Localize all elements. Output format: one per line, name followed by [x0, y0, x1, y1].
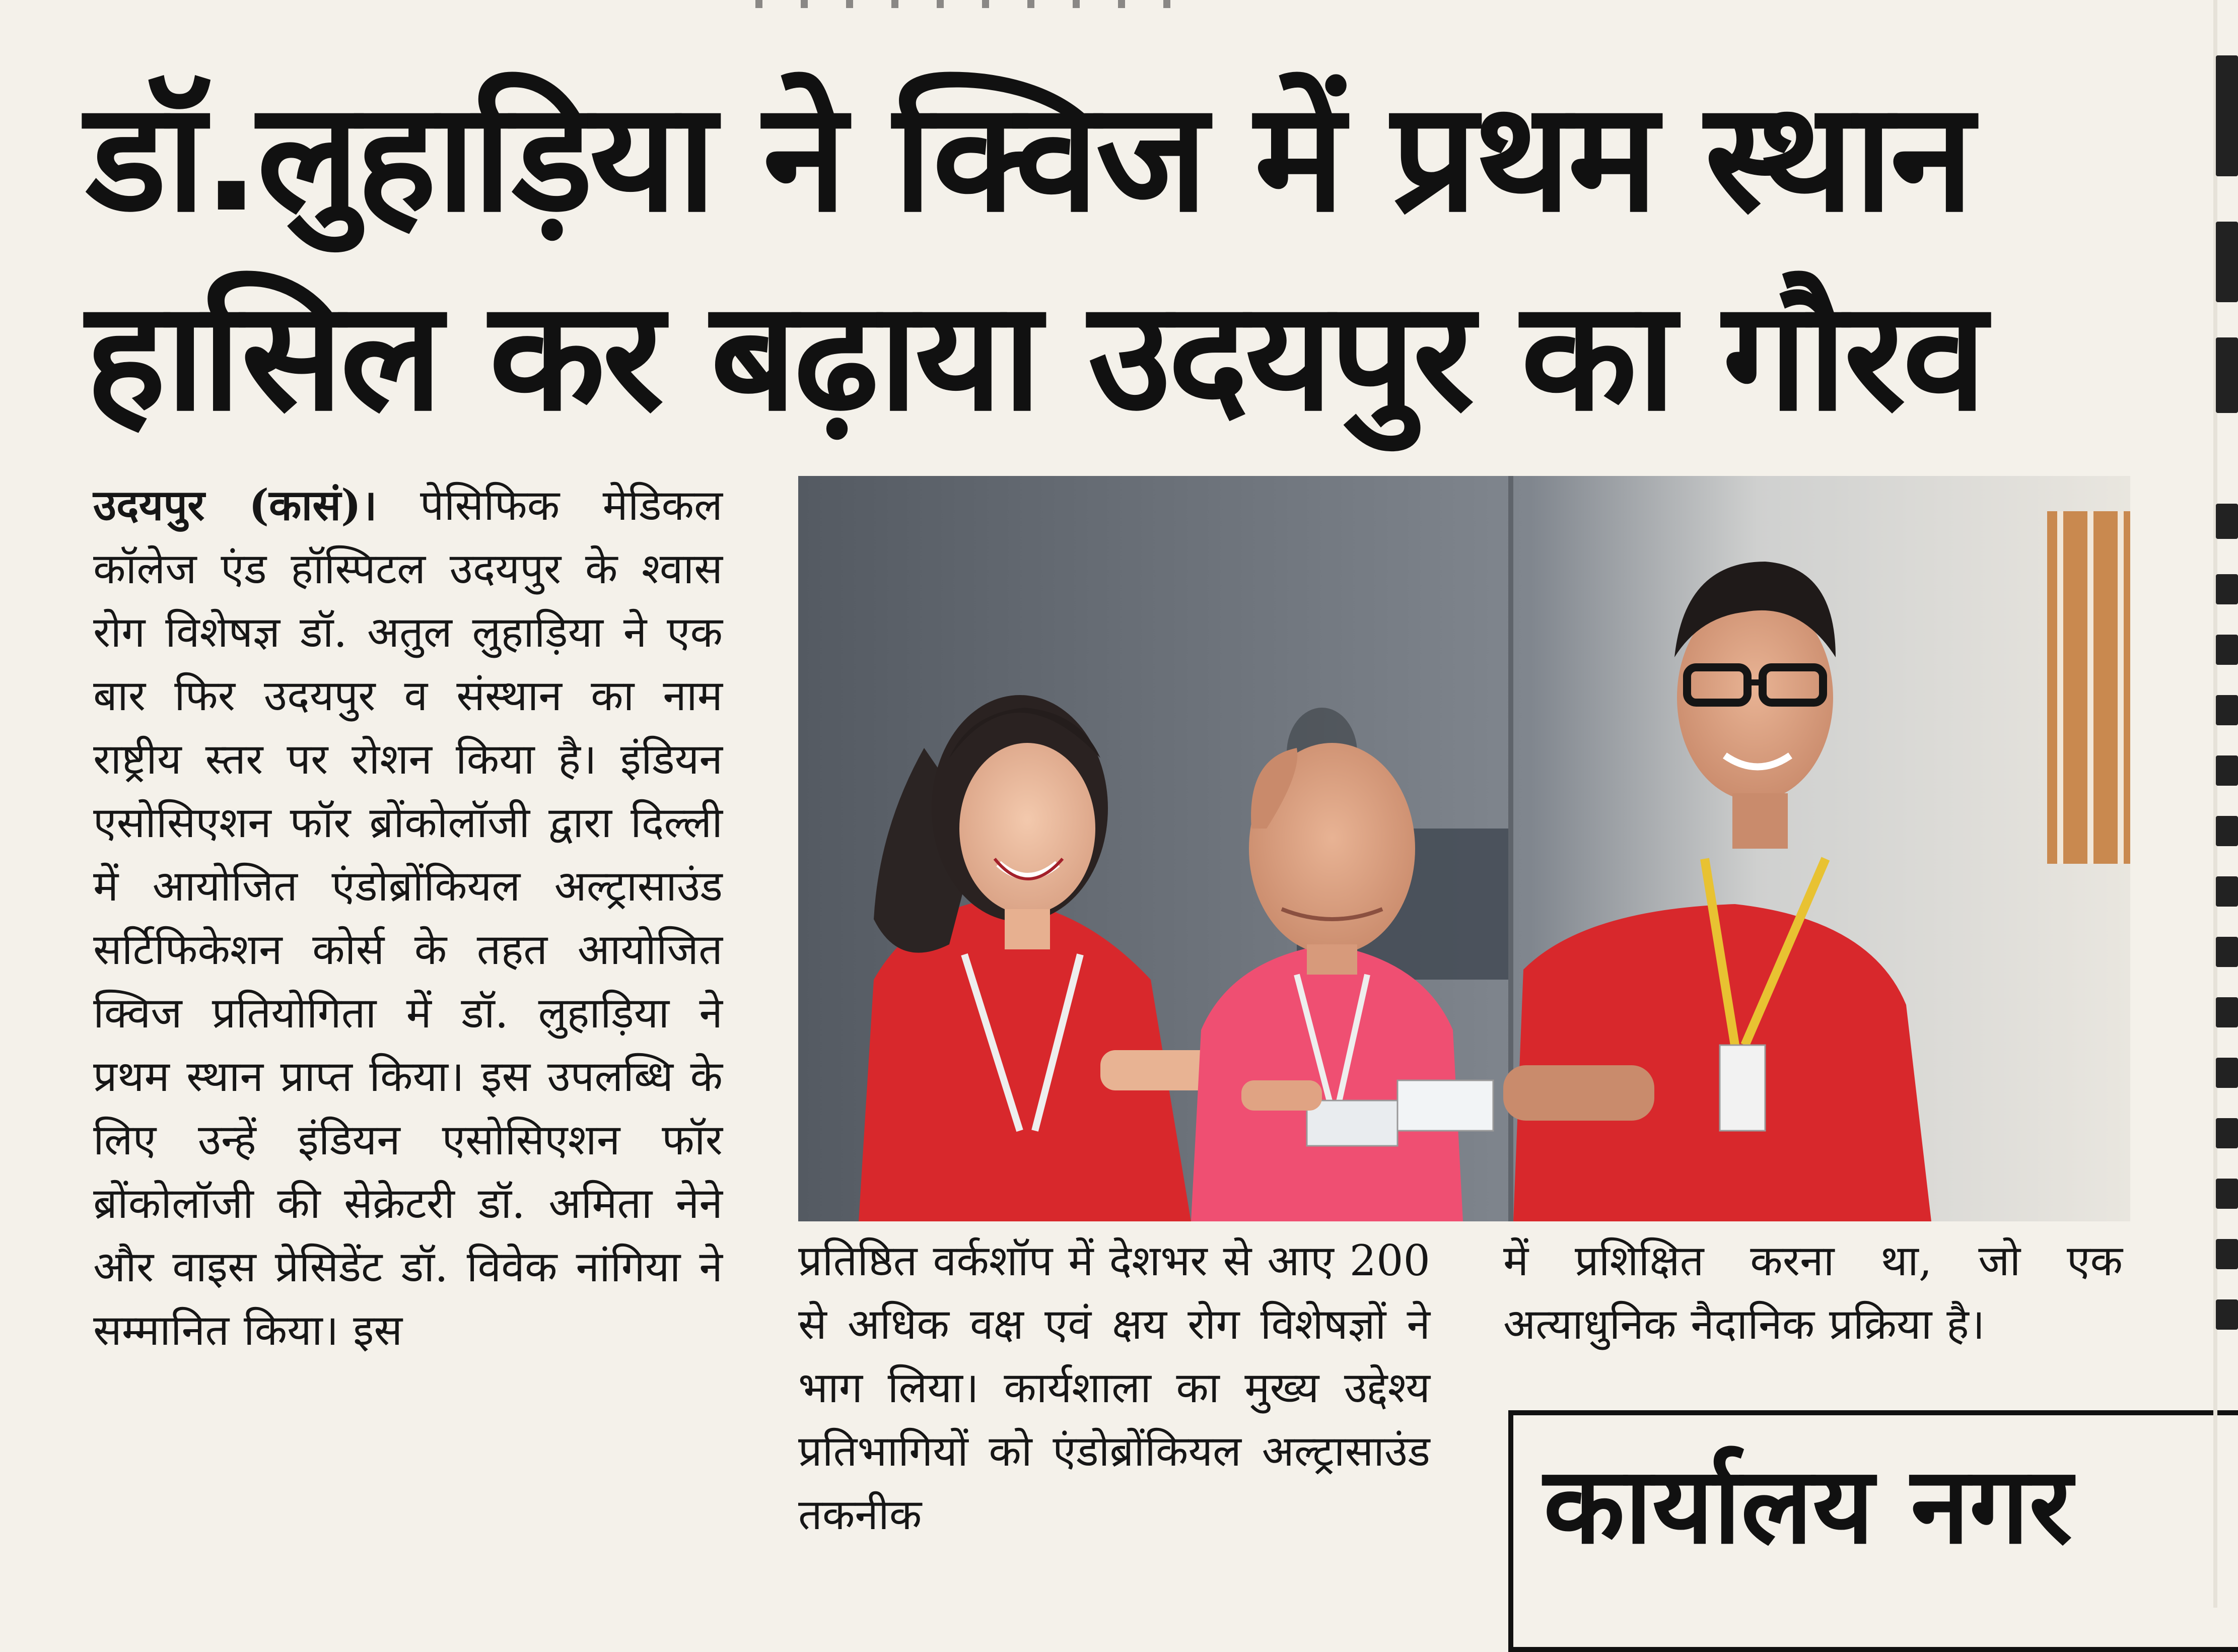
article-headline [86, 58, 2135, 456]
article-column-2: प्रतिष्ठित वर्कशॉप में देशभर से आए 200 से अधिक वक्ष एवं क्षय रोग विशेषज्ञों ने भाग लिया। कार्यशाला का मुख्य उद्देश्य प्रतिभागियों को एंडोब्रोंकियल अल्ट्रासाउंड तकनीक [798, 1236, 1430, 1539]
article-column-3: में प्रशिक्षित करना था, जो एक अत्याधुनिक नैदानिक प्रक्रिया है। [1503, 1236, 2123, 1349]
cut-off-adjacent-article [2216, 40, 2238, 1501]
headline-line-1: डॉ.लुहाड़िया ने क्विज में प्रथम स्थान [86, 70, 1971, 245]
award-photo-illustration [798, 476, 2130, 1221]
article-column-1 [93, 473, 723, 1362]
next-article-title: कार्यालय नगर [1544, 1444, 2072, 1567]
headline-line-2: हासिल कर बढ़ाया उदयपुर का गौरव [86, 268, 1984, 444]
top-cut-text-strip [755, 0, 1209, 8]
next-article-box [1508, 1410, 2238, 1652]
article-column-1-text: पेसिफिक मेडिकल कॉलेज एंड हॉस्पिटल उदयपुर के श्वास रोग विशेषज्ञ डॉ. अतुल लुहाड़िया ने एक बार फिर उदयपुर व संस्थान का नाम राष्ट्रीय स्तर पर रोशन किया है। इंडियन एसोसिएशन फॉर ब्रोंकोलॉजी द्वारा दिल्ली में आयोजित एंडोब्रोंकियल अल्ट्रासाउंड सर्टिफिकेशन कोर्स के तहत आयोजित क्विज प्रतियोगिता में डॉ. लुहाड़िया ने प्रथम स्थान प्राप्त किया। इस उपलब्धि के लिए उन्हें इंडियन एसोसिएशन फॉर ब्रोंकोलॉजी की सेक्रेटरी डॉ. अमिता नेने और वाइस प्रेसिडेंट डॉ. विवेक नांगिया ने सम्मानित किया। इस [93, 480, 723, 1355]
article-dateline: उदयपुर (कासं)। [93, 480, 377, 530]
award-ceremony-photo [798, 476, 2130, 1221]
